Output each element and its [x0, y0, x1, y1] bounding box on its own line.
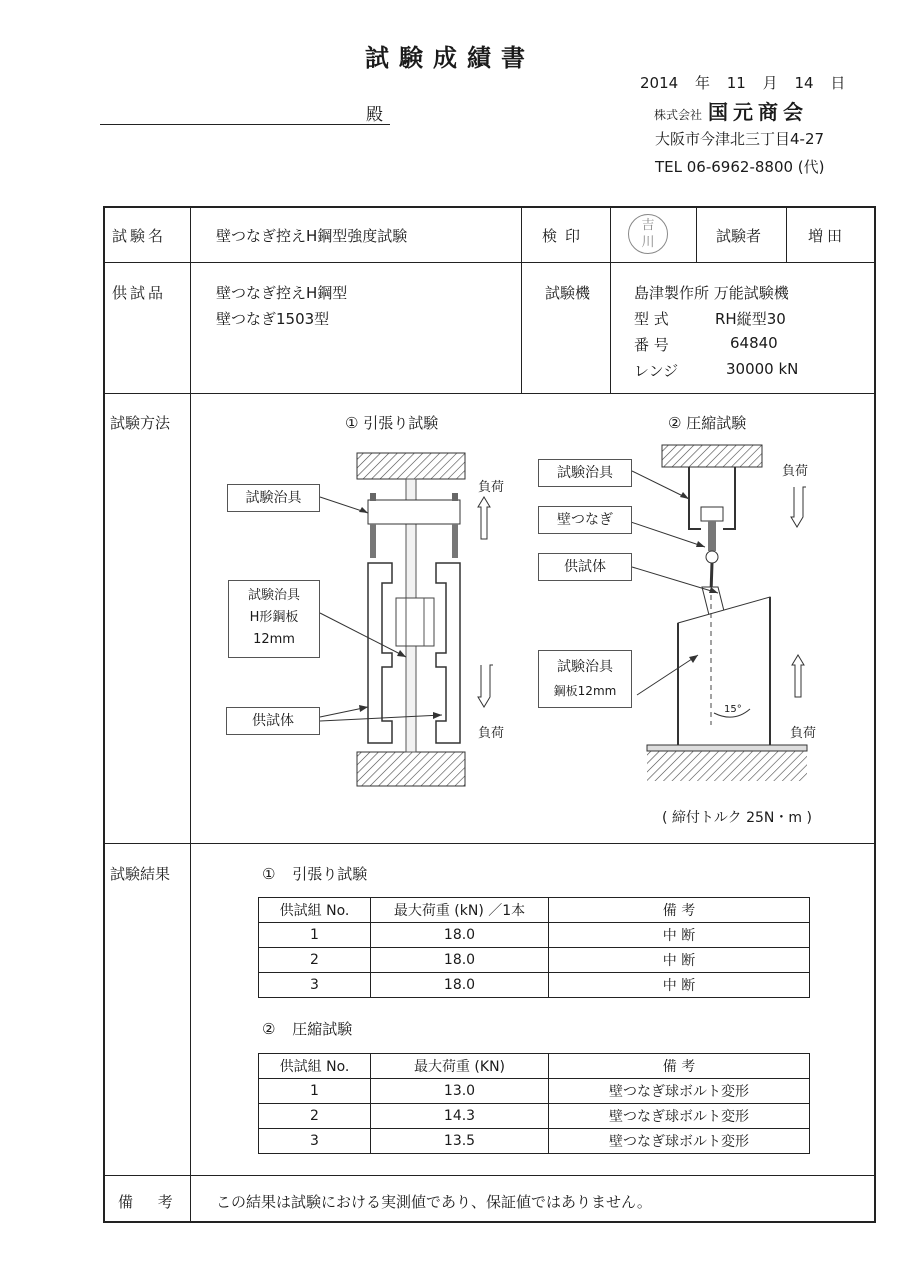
tension-results-title: ① 引張り試験	[262, 865, 368, 883]
remark: 壁つなぎ球ボルト変形	[549, 1079, 810, 1104]
remark: 中 断	[549, 923, 810, 948]
max-load: 14.3	[371, 1104, 549, 1129]
specimen-label: 供試品	[112, 284, 167, 302]
date-year: 2014	[640, 74, 679, 92]
tester-label: 試験者	[716, 227, 762, 245]
model-value: RH縦型30	[715, 310, 786, 328]
table-row	[259, 973, 810, 998]
column-header: 最大荷重 (kN) ／1本	[371, 898, 549, 923]
compression-plate-label-line1: 試験治具	[557, 659, 613, 675]
seal-text: 吉川	[641, 218, 655, 250]
compression-angle-label: 15°	[724, 704, 742, 715]
test-name: 壁つなぎ控えH鋼型強度試験	[216, 227, 408, 245]
compression-wall-tie-label: 壁つなぎ	[538, 506, 632, 534]
specimen-no: 3	[259, 973, 371, 998]
table-row	[259, 1104, 810, 1129]
torque-note: ( 締付トルク 25N・m )	[662, 810, 812, 826]
remark: 中 断	[549, 948, 810, 973]
date-month-unit: 月	[762, 74, 778, 92]
tension-h-plate-label-line2: H形鋼板	[249, 610, 299, 625]
results-label: 試験結果	[110, 865, 171, 883]
tension-load-bottom-label: 負荷	[478, 726, 505, 741]
column-header: 備 考	[549, 898, 810, 923]
tension-specimen-label: 供試体	[226, 707, 320, 735]
machine-label: 試験機	[545, 284, 591, 302]
specimen-no: 1	[259, 1079, 371, 1104]
remark: 壁つなぎ球ボルト変形	[549, 1104, 810, 1129]
range-value: 30000 kN	[726, 360, 799, 378]
compression-load-bottom-label: 負荷	[790, 726, 817, 741]
compression-plate-label-line2: 鋼板12mm	[553, 684, 617, 698]
specimen-no: 3	[259, 1129, 371, 1154]
document-title: 試験成績書	[365, 44, 535, 72]
row-divider	[103, 1175, 876, 1176]
addressee-suffix: 殿	[366, 105, 383, 125]
range-label: レンジ	[634, 362, 679, 380]
max-load: 18.0	[371, 973, 549, 998]
company-tel: TEL 06-6962-8800 (代)	[655, 158, 825, 176]
tension-test-figure	[320, 453, 493, 786]
tension-h-plate-label-line3: 12mm	[253, 632, 295, 647]
column-divider	[786, 206, 787, 262]
tension-diagram-title: ① 引張り試験	[345, 414, 439, 432]
table-header-row	[259, 898, 810, 923]
compression-specimen-label: 供試体	[538, 553, 632, 581]
max-load: 18.0	[371, 923, 549, 948]
company-prefix: 株式会社	[654, 108, 703, 122]
row-divider	[103, 843, 876, 844]
max-load: 13.0	[371, 1079, 549, 1104]
tester-name: 増田	[808, 227, 847, 245]
column-divider	[696, 206, 697, 262]
tension-h-plate-label-line1: 試験治具	[247, 588, 300, 603]
compression-diagram-title: ② 圧縮試験	[668, 414, 747, 432]
compression-results-title: ② 圧縮試験	[262, 1020, 353, 1038]
machine-maker: 島津製作所 万能試験機	[634, 284, 789, 302]
compression-jig-label: 試験治具	[538, 459, 632, 487]
inspection-label: 検印	[542, 227, 589, 245]
compression-results-table	[258, 1053, 810, 1154]
method-label: 試験方法	[110, 414, 171, 432]
date-year-unit: 年	[694, 74, 710, 92]
remarks-label: 備 考	[118, 1193, 173, 1211]
test-name-label: 試験名	[112, 227, 167, 245]
max-load: 13.5	[371, 1129, 549, 1154]
column-header: 備 考	[549, 1054, 810, 1079]
specimen-no: 1	[259, 923, 371, 948]
inspection-seal	[628, 214, 668, 254]
table-row	[259, 1079, 810, 1104]
label-column-divider	[190, 206, 191, 1223]
model-label: 型 式	[634, 310, 669, 328]
specimen-line2: 壁つなぎ1503型	[216, 310, 330, 328]
table-header-row	[259, 1054, 810, 1079]
company-address: 大阪市今津北三丁目4-27	[655, 130, 825, 148]
date-day: 14	[794, 74, 814, 92]
table-row	[259, 948, 810, 973]
remark: 中 断	[549, 973, 810, 998]
table-row	[259, 923, 810, 948]
addressee-line	[100, 124, 390, 125]
remark: 壁つなぎ球ボルト変形	[549, 1129, 810, 1154]
row-divider	[103, 393, 876, 394]
specimen-no: 2	[259, 1104, 371, 1129]
remarks-text: この結果は試験における実測値であり、保証値ではありません。	[216, 1193, 652, 1211]
column-header: 最大荷重 (KN)	[371, 1054, 549, 1079]
compression-plate-label	[538, 650, 632, 708]
compression-test-figure	[622, 445, 807, 781]
company-name-text: 国元商会	[708, 100, 809, 124]
compression-load-top-label: 負荷	[782, 464, 809, 479]
tension-jig-label: 試験治具	[227, 484, 320, 512]
column-header: 供試組 No.	[259, 1054, 371, 1079]
specimen-no: 2	[259, 948, 371, 973]
column-divider	[521, 206, 522, 393]
tension-results-table	[258, 897, 810, 998]
number-value: 64840	[730, 334, 778, 352]
table-row	[259, 1129, 810, 1154]
max-load: 18.0	[371, 948, 549, 973]
issue-date	[640, 72, 853, 93]
column-header: 供試組 No.	[259, 898, 371, 923]
company-name	[654, 96, 808, 125]
specimen-line1: 壁つなぎ控えH鋼型	[216, 284, 348, 302]
number-label: 番 号	[634, 336, 669, 354]
date-day-unit: 日	[830, 74, 846, 92]
tension-h-plate-label	[228, 580, 320, 658]
date-month: 11	[726, 74, 746, 92]
row-divider	[103, 262, 876, 263]
column-divider	[610, 206, 611, 393]
tension-load-top-label: 負荷	[478, 480, 505, 495]
